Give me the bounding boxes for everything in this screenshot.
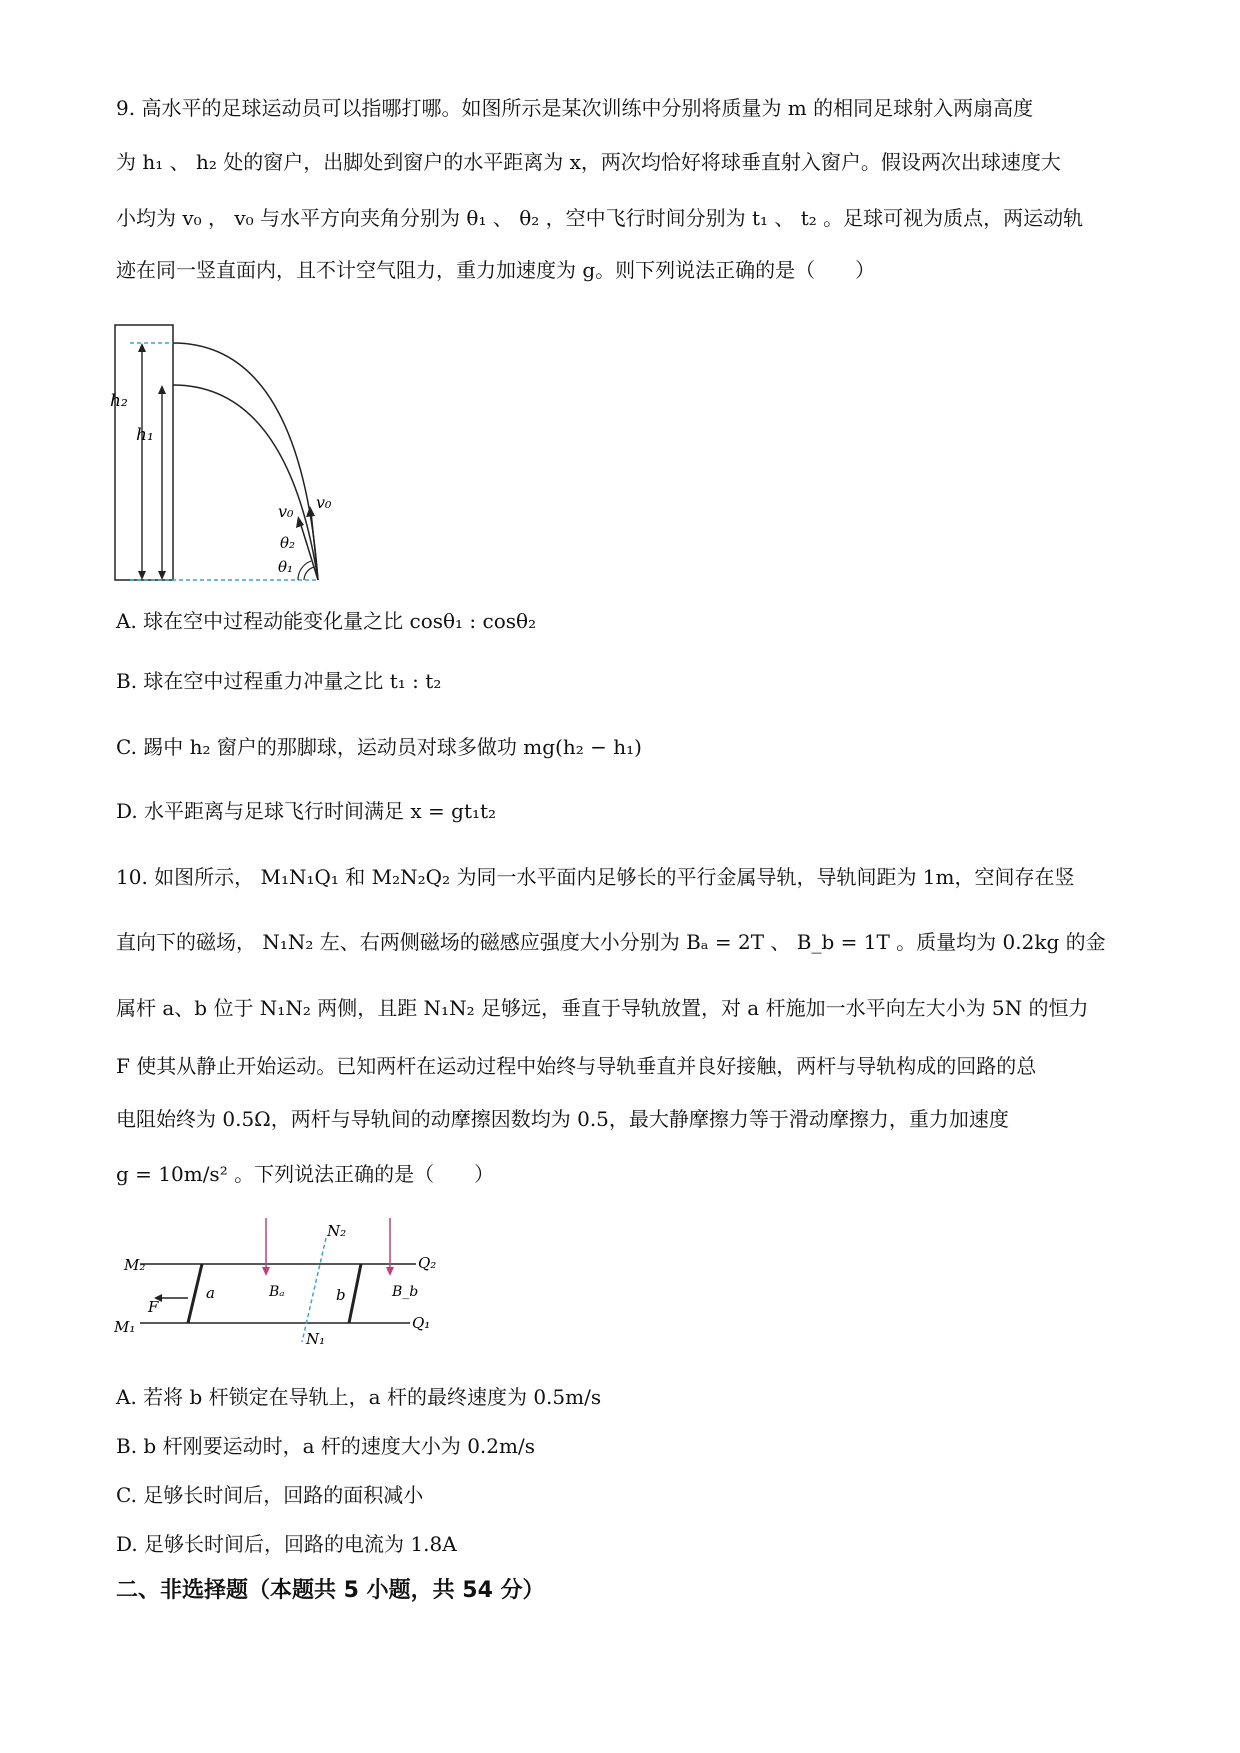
label-b: b [336,1286,346,1304]
trajectory-h2 [173,343,318,580]
q9-option-c[interactable]: C. 踢中 h₂ 窗户的那脚球，运动员对球多做功 mg(h₂ − h₁) [116,735,642,759]
q9-stem-line-4: 迹在同一竖直面内，且不计空气阻力，重力加速度为 g。则下列说法正确的是（ ） [116,258,876,282]
label-N1: N₁ [306,1330,326,1348]
q9-stem-line-1: 9. 高水平的足球运动员可以指哪打哪。如图所示是某次训练中分别将质量为 m 的相同足球射入两扇高度 [116,96,1034,120]
label-Q1: Q₁ [412,1314,431,1332]
label-M1: M₁ [114,1318,136,1336]
theta2-arc [304,567,314,580]
label-v0-a: v₀ [278,502,294,521]
q9-option-a[interactable]: A. 球在空中过程动能变化量之比 cosθ₁ : cosθ₂ [116,609,537,633]
q10-option-b[interactable]: B. b 杆刚要运动时，a 杆的速度大小为 0.2m/s [116,1434,535,1458]
q10-stem-line-2: 直向下的磁场， N₁N₂ 左、右两侧磁场的磁感应强度大小分别为 Bₐ = 2T 、 B_b = 1T 。质量均为 0.2kg 的金 [116,930,1106,954]
wall [115,325,173,580]
rod-b [349,1264,361,1323]
q10-option-c[interactable]: C. 足够长时间后，回路的面积减小 [116,1483,424,1507]
q10-option-d[interactable]: D. 足够长时间后，回路的电流为 1.8A [116,1532,457,1556]
q10-stem-line-5: 电阻始终为 0.5Ω，两杆与导轨间的动摩擦因数均为 0.5，最大静摩擦力等于滑动摩擦力，重力加速度 [116,1107,1009,1131]
q9-projectile-figure [110,322,370,584]
q10-stem-line-6: g = 10m/s² 。下列说法正确的是（ ） [116,1162,495,1186]
label-v0-b: v₀ [316,493,332,512]
boundary-N1N2 [302,1238,326,1342]
section-title: 二、非选择题（本题共 5 小题，共 54 分） [116,1578,545,1603]
label-a: a [206,1284,215,1302]
q10-stem-line-3: 属杆 a、b 位于 N₁N₂ 两侧，且距 N₁N₂ 足够远，垂直于导轨放置，对 a 杆施加一水平向左大小为 5N 的恒力 [116,996,1089,1020]
label-Q2: Q₂ [418,1254,437,1272]
q9-stem-line-3: 小均为 v₀ ， v₀ 与水平方向夹角分别为 θ₁ 、 θ₂ ，空中飞行时间分别为 t₁ 、 t₂ 。足球可视为质点，两运动轨 [116,206,1084,230]
label-F: F [148,1298,159,1316]
q10-option-a[interactable]: A. 若将 b 杆锁定在导轨上，a 杆的最终速度为 0.5m/s [116,1385,602,1409]
label-Bb: B_b [392,1284,419,1300]
label-theta2: θ₂ [280,534,296,552]
q9-option-d[interactable]: D. 水平距离与足球飞行时间满足 x = gt₁t₂ [116,799,497,823]
label-h1: h₁ [136,425,154,445]
label-Ba: Bₐ [269,1284,285,1300]
label-theta1: θ₁ [278,558,294,576]
q9-stem-line-2: 为 h₁ 、 h₂ 处的窗户，出脚处到窗户的水平距离为 x，两次均恰好将球垂直射入窗户。假设两次出球速度大 [116,150,1061,174]
q10-stem-line-4: F 使其从静止开始运动。已知两杆在运动过程中始终与导轨垂直并良好接触，两杆与导轨构成的回路的总 [116,1054,1037,1078]
label-h2: h₂ [110,391,128,411]
label-N2: N₂ [327,1222,347,1240]
rod-a [188,1264,202,1323]
label-M2: M₂ [124,1256,146,1274]
q10-stem-line-1: 10. 如图所示， M₁N₁Q₁ 和 M₂N₂Q₂ 为同一水平面内足够长的平行金属导轨，导轨间距为 1m，空间存在竖 [116,865,1075,889]
q9-option-b[interactable]: B. 球在空中过程重力冲量之比 t₁ : t₂ [116,669,442,693]
q10-rails-figure [114,1212,444,1352]
trajectory-h1 [173,385,318,580]
